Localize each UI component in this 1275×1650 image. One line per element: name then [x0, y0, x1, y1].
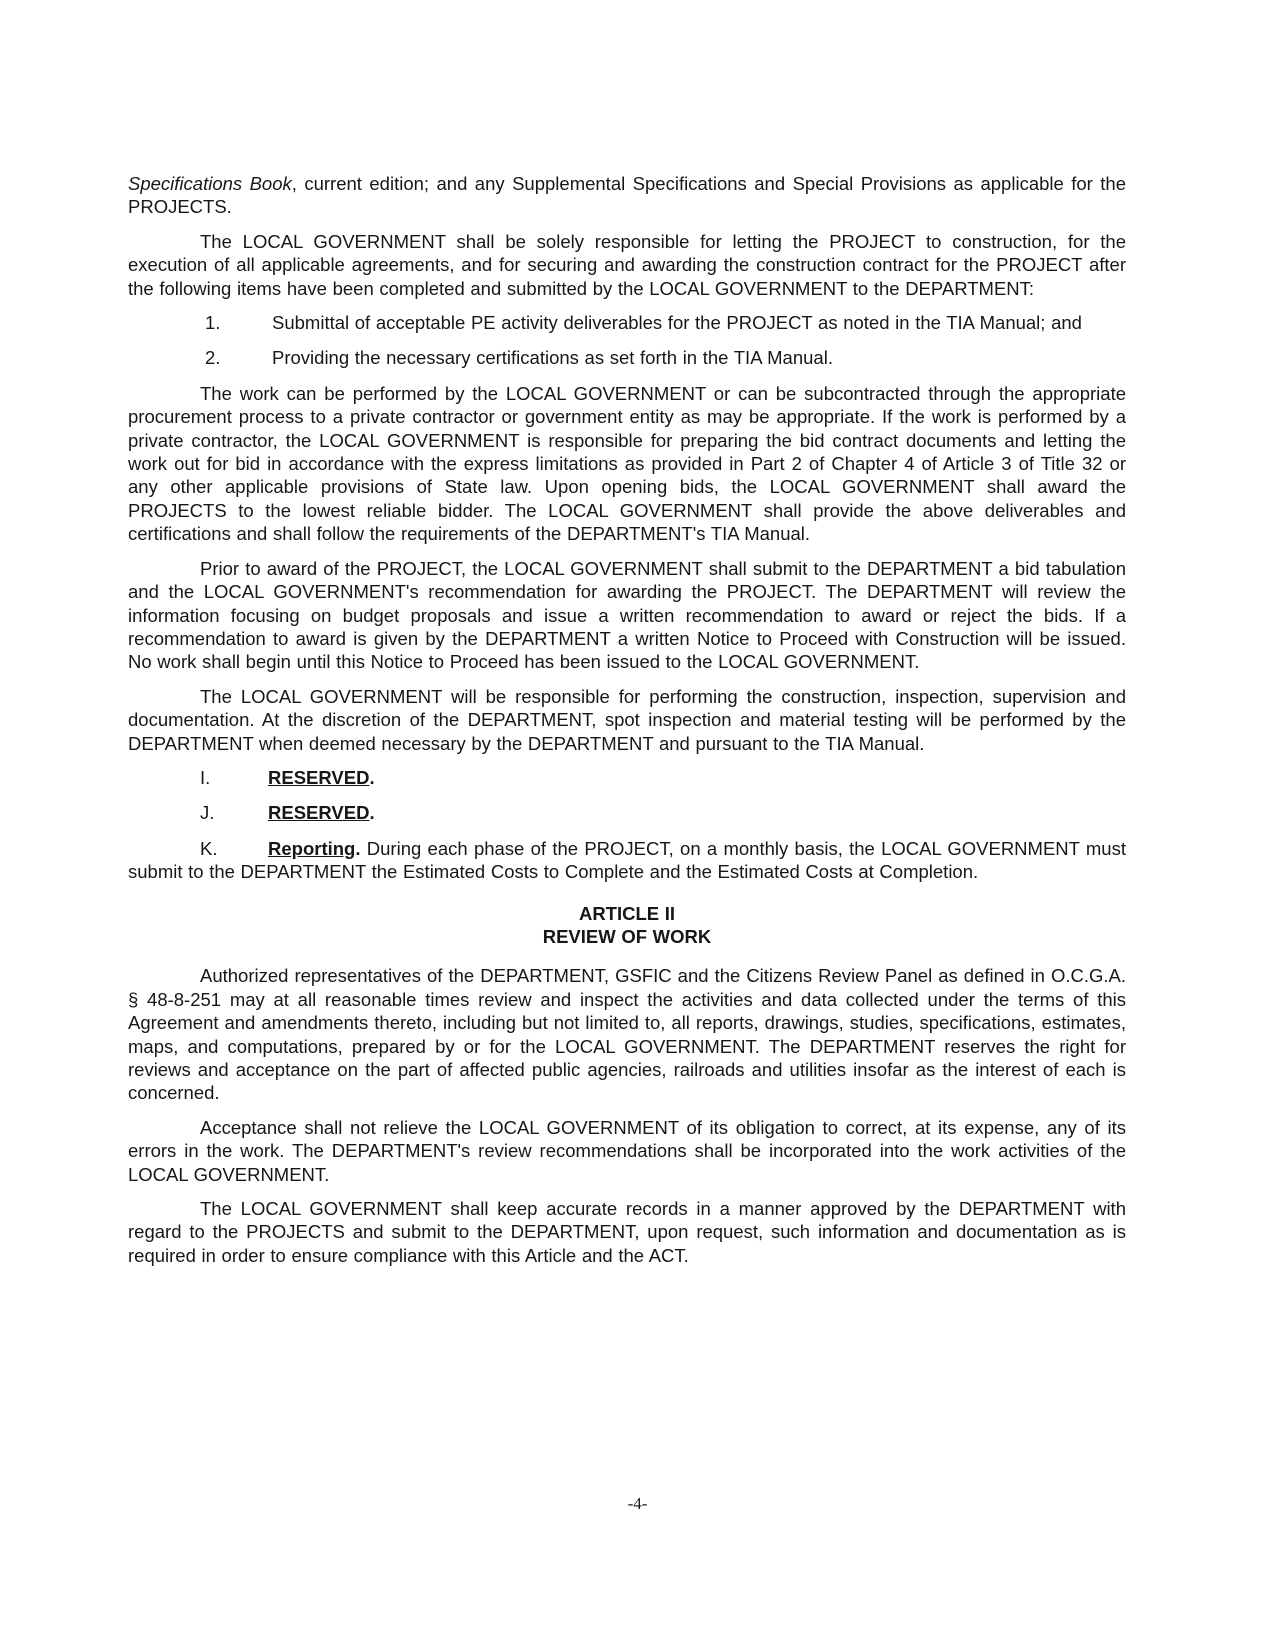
reserved-label-i: RESERVED [268, 766, 370, 788]
paragraph-prior-to-award: Prior to award of the PROJECT, the LOCAL GOVERNMENT shall submit to the DEPARTMENT a bid tabulation and the LOCAL GOVERNMENT's recommendation for awarding the PROJECT. The DEPARTMENT will review the information focusing on budget proposals and issue a written recommendation to award or reject the bids. If a recommendation to award is given by the DEPARTMENT a written Notice to Proceed with Construction will be issued. No work shall begin until this Notice to Proceed has been issued to the LOCAL GOVERNMENT. [128, 557, 1126, 673]
reserved-period-i: . [369, 766, 375, 788]
specifications-book-title: Specifications Book [128, 173, 292, 194]
reserved-period-j: . [369, 802, 375, 824]
numbered-list-item-2 [128, 346, 1126, 369]
paragraph-specifications-book [128, 172, 1126, 219]
reporting-text: During each phase of the PROJECT, on a monthly basis, the LOCAL GOVERNMENT must submit to the DEPARTMENT the Estimated Costs to Complete and the Estimated Costs at Completion. [128, 837, 1126, 883]
paragraph-authorized-representatives: Authorized representatives of the DEPARTMENT, GSFIC and the Citizens Review Panel as defined in O.C.G.A. § 48-8-251 may at all reasonable times review and inspect the activities and data collected under the terms of this Agreement and amendments thereto, including but not limited to, all reports, drawings, studies, specifications, estimates, maps, and computations, prepared by or for the LOCAL GOVERNMENT. The DEPARTMENT reserves the right for reviews and acceptance on the part of affected public agencies, railroads and utilities insofar as the interest of each is concerned. [128, 965, 1126, 1104]
lettered-item-j [128, 801, 1126, 824]
document-body [128, 172, 1126, 1278]
reserved-label-j: RESERVED [268, 802, 370, 824]
lettered-item-k-reporting [128, 837, 1126, 884]
article-ii-title: ARTICLE II [578, 902, 676, 924]
item-letter-i: I. [200, 766, 211, 788]
list-text-2: Providing the necessary certifications as set forth in the TIA Manual. [272, 347, 833, 369]
paragraph-work-performance: The work can be performed by the LOCAL GOVERNMENT or can be subcontracted through the appropriate procurement process to a private contractor or government entity as may be appropriate. If the work is performed by a private contractor, the LOCAL GOVERNMENT is responsible for preparing the bid contract documents and letting the work out for bid in accordance with the express limitations as provided in Part 2 of Chapter 4 of Article 3 of Title 32 or any other applicable provisions of State law. Upon opening bids, the LOCAL GOVERNMENT shall award the PROJECTS to the lowest reliable bidder. The LOCAL GOVERNMENT shall provide the above deliverables and certifications and shall follow the requirements of the DEPARTMENT's TIA Manual. [128, 382, 1126, 545]
lettered-item-i [128, 766, 1126, 789]
reporting-label: Reporting [268, 837, 356, 859]
specifications-book-rest: , current edition; and any Supplemental Specifications and Special Provisions as applicable for the PROJECTS. [128, 173, 1126, 218]
page-number: -4- [627, 1494, 648, 1513]
item-letter-j: J. [200, 802, 215, 824]
reporting-period: . [355, 837, 361, 859]
article-ii-heading [128, 902, 1126, 949]
review-of-work-subtitle: REVIEW OF WORK [542, 925, 712, 947]
numbered-list-item-1 [128, 311, 1126, 334]
paragraph-acceptance: Acceptance shall not relieve the LOCAL GOVERNMENT of its obligation to correct, at its expense, any of its errors in the work. The DEPARTMENT's review recommendations shall be incorporated into the work activities of the LOCAL GOVERNMENT. [128, 1116, 1126, 1185]
list-number-1: 1. [205, 312, 221, 334]
paragraph-letting-responsibility: The LOCAL GOVERNMENT shall be solely responsible for letting the PROJECT to construction, for the execution of all applicable agreements, and for securing and awarding the construction contract for the PROJECT after the following items have been completed and submitted by the LOCAL GOVERNMENT to the DEPARTMENT: [128, 230, 1126, 299]
list-number-2: 2. [205, 347, 221, 369]
paragraph-records: The LOCAL GOVERNMENT shall keep accurate records in a manner approved by the DEPARTMENT with regard to the PROJECTS and submit to the DEPARTMENT, upon request, such information and documentation as is required in order to ensure compliance with this Article and the ACT. [128, 1198, 1126, 1266]
list-text-1: Submittal of acceptable PE activity deliverables for the PROJECT as noted in the TIA Manual; and [272, 312, 1082, 334]
item-letter-k: K. [200, 837, 218, 859]
paragraph-construction-responsibility: The LOCAL GOVERNMENT will be responsible for performing the construction, inspection, supervision and documentation. At the discretion of the DEPARTMENT, spot inspection and material testing will be performed by the DEPARTMENT when deemed necessary by the DEPARTMENT and pursuant to the TIA Manual. [128, 685, 1126, 754]
